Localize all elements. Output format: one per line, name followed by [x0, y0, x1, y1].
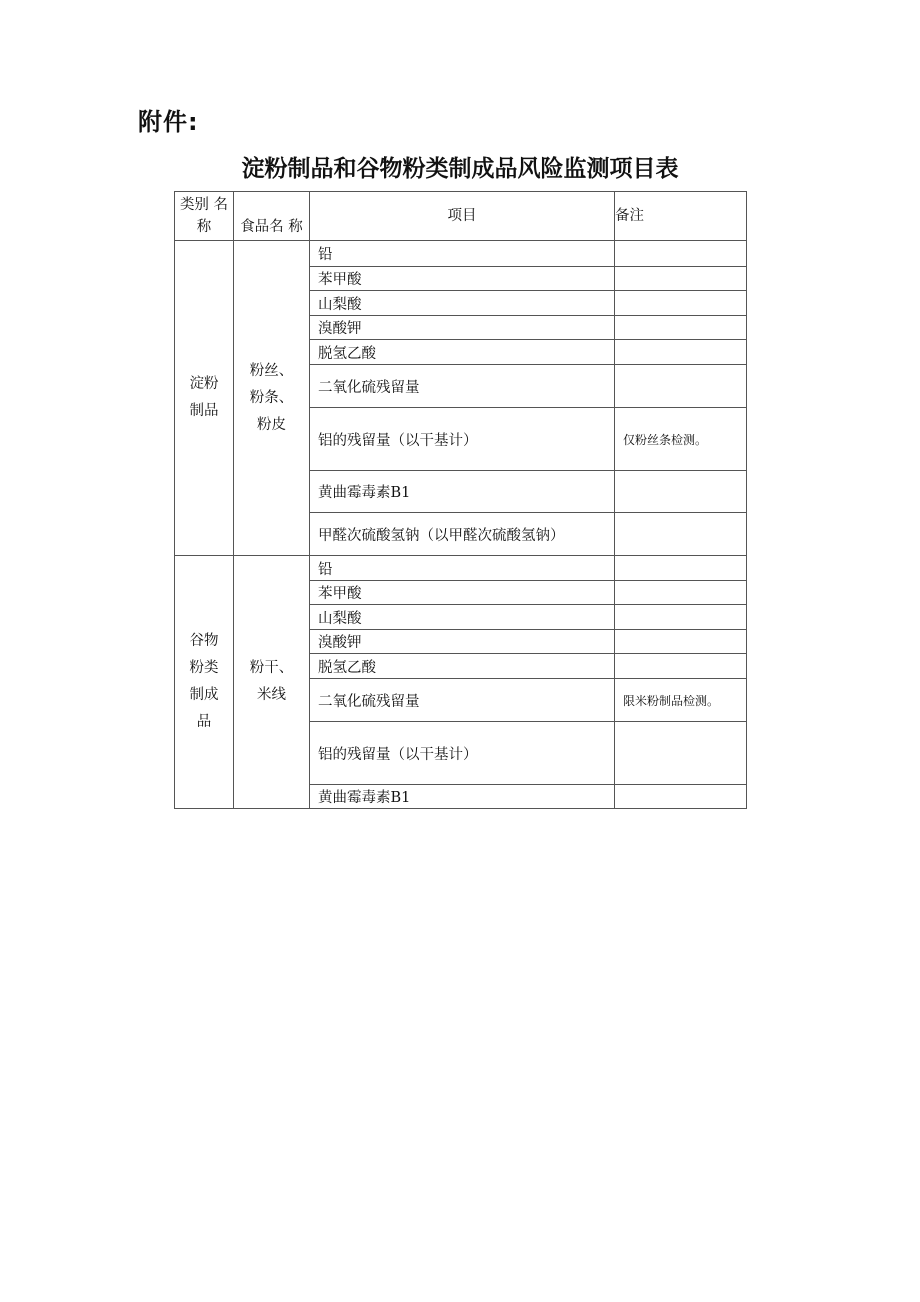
item-cell: 苯甲酸 [310, 581, 615, 605]
item-cell: 脱氢乙酸 [310, 654, 615, 679]
col-header-category-line1: 类别 名 [179, 197, 229, 213]
note-cell [615, 241, 747, 267]
note-cell [615, 630, 747, 654]
item-cell: 溴酸钾 [310, 316, 615, 340]
note-cell [615, 654, 747, 679]
note-cell [615, 365, 747, 408]
category-text: 粉类 [189, 660, 219, 676]
item-cell: 苯甲酸 [310, 267, 615, 291]
item-cell: 铝的残留量（以干基计） [310, 408, 615, 471]
note-cell [615, 581, 747, 605]
category-text: 制品 [189, 403, 219, 419]
item-cell: 二氧化硫残留量 [310, 679, 615, 722]
col-header-note: 备注 [615, 192, 747, 241]
note-cell: 仅粉丝条检测。 [615, 408, 747, 471]
note-cell [615, 340, 747, 365]
food-text: 粉条、 [249, 389, 294, 406]
category-text: 品 [196, 714, 212, 730]
note-cell [615, 291, 747, 316]
category-cell-grain [175, 556, 234, 809]
col-header-food-name: 食品名 称 [234, 192, 310, 241]
note-cell [615, 471, 747, 513]
table-header-row [175, 192, 747, 241]
table-row [175, 241, 747, 267]
note-cell [615, 722, 747, 785]
food-cell-starch [234, 241, 310, 556]
col-header-category [175, 192, 234, 241]
note-cell [615, 556, 747, 581]
item-cell: 黄曲霉毒素B1 [310, 471, 615, 513]
note-cell [615, 267, 747, 291]
item-cell: 甲醛次硫酸氢钠（以甲醛次硫酸氢钠） [310, 513, 615, 556]
category-cell-starch [175, 241, 234, 556]
item-cell: 山梨酸 [310, 605, 615, 630]
col-header-category-line2: 称 [196, 219, 212, 235]
note-cell [615, 316, 747, 340]
col-header-item: 项目 [310, 192, 615, 241]
category-text: 制成 [189, 687, 219, 703]
item-cell: 铅 [310, 241, 615, 267]
item-cell: 铝的残留量（以干基计） [310, 722, 615, 785]
item-cell: 溴酸钾 [310, 630, 615, 654]
item-cell: 山梨酸 [310, 291, 615, 316]
table-row [175, 556, 747, 581]
attachment-label: 附件: [138, 108, 199, 136]
note-cell [615, 785, 747, 809]
page-title: 淀粉制品和谷物粉类制成品风险监测项目表 [241, 156, 679, 182]
food-text: 粉丝、 [249, 362, 294, 379]
monitoring-table [174, 191, 747, 809]
category-text: 淀粉 [189, 376, 219, 392]
food-text: 粉干、 [249, 660, 294, 676]
category-text: 谷物 [189, 633, 219, 649]
item-cell: 铅 [310, 556, 615, 581]
food-cell-grain [234, 556, 310, 809]
item-cell: 二氧化硫残留量 [310, 365, 615, 408]
note-cell [615, 513, 747, 556]
item-cell: 脱氢乙酸 [310, 340, 615, 365]
food-text: 粉皮 [257, 416, 286, 433]
note-cell [615, 605, 747, 630]
food-text: 米线 [257, 687, 286, 703]
note-cell: 限米粉制品检测。 [615, 679, 747, 722]
item-cell: 黄曲霉毒素B1 [310, 785, 615, 809]
